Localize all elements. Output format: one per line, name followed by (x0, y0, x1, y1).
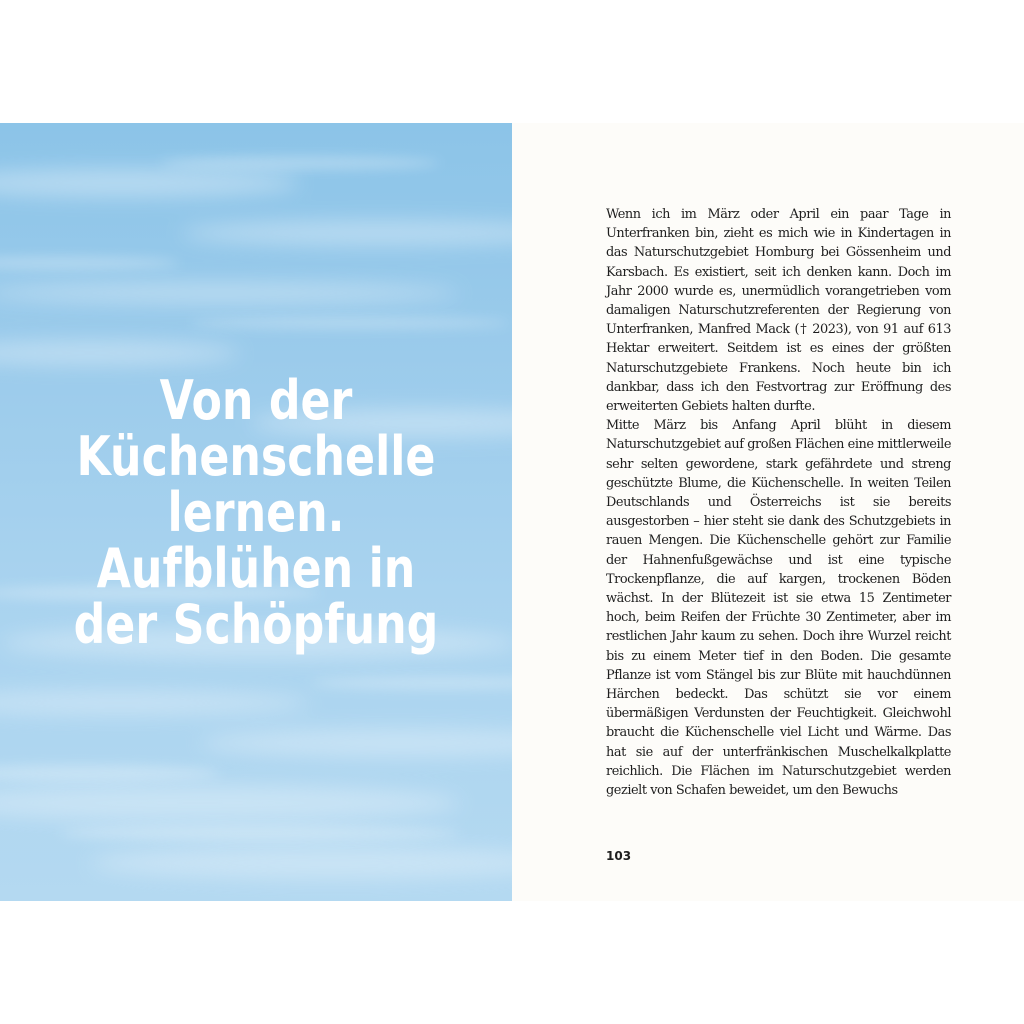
chapter-title-line: Küchenschelle (76, 425, 436, 488)
body-paragraph: Wenn ich im März oder April ein paar Tage in Unterfranken bin, zieht es mich wie in Kindertagen in das Naturschutzgebiet Homburg bei Gössenheim und Karsbach. Es existiert, seit ich denken kann. Doch im Jahr 2000 wurde es, unermüdlich vorangetrieben vom damaligen Naturschutzreferenten der Regierung von Unterfranken, Manfred Mack († 2023), von 91 auf 613 Hektar erweitert. Seitdem ist es eines der größten Naturschutzgebiete Frankens. Noch heute bin ich dankbar, dass ich den Festvortrag zur Eröffnung des erweiterten Gebiets halten durfte. (606, 207, 951, 415)
chapter-title (46, 369, 466, 656)
right-page-text (512, 123, 1024, 901)
chapter-title-line: Aufblühen in (96, 537, 416, 600)
chapter-title-line: der Schöpfung (73, 593, 439, 656)
chapter-title-line: Von der (159, 369, 353, 432)
body-text (606, 205, 951, 800)
page-number: 103 (606, 849, 632, 863)
body-paragraph: Mitte März bis Anfang April blüht in diesem Naturschutzgebiet auf großen Flächen eine mittlerweile sehr selten gewordene, stark gefährdete und streng geschützte Blume, die Küchenschelle. In weiten Teilen Deutschlands und Österreichs ist sie bereits ausgestorben – hier steht sie dank des Schutzgebiets in rauen Mengen. Die Küchenschelle gehört zur Familie der Hahnenfußgewächse und ist eine typische Trockenpflanze, die auf kargen, trockenen Böden wächst. In der Blütezeit ist sie etwa 15 Zentimeter hoch, beim Reifen der Früchte 30 Zentimeter, aber im restlichen Jahr kaum zu sehen. Doch ihre Wurzel reicht bis zu einem Meter tief in den Boden. Die gesamte Pflanze ist vom Stängel bis zur Blüte mit hauchdünnen Härchen bedeckt. Das schützt sie vor einem übermäßigen Verdunsten der Feuchtigkeit. Gleichwohl braucht die Küchenschelle viel Licht und Wärme. Das hat sie auf der unterfränkischen Muschelkalkplatte reichlich. Die Flächen im Naturschutzgebiet werden gezielt von Schafen beweidet, um den Bewuchs (606, 418, 951, 799)
book-spread (0, 123, 1024, 901)
chapter-title-line: lernen. (167, 481, 345, 544)
left-page-sky-image (0, 123, 512, 901)
